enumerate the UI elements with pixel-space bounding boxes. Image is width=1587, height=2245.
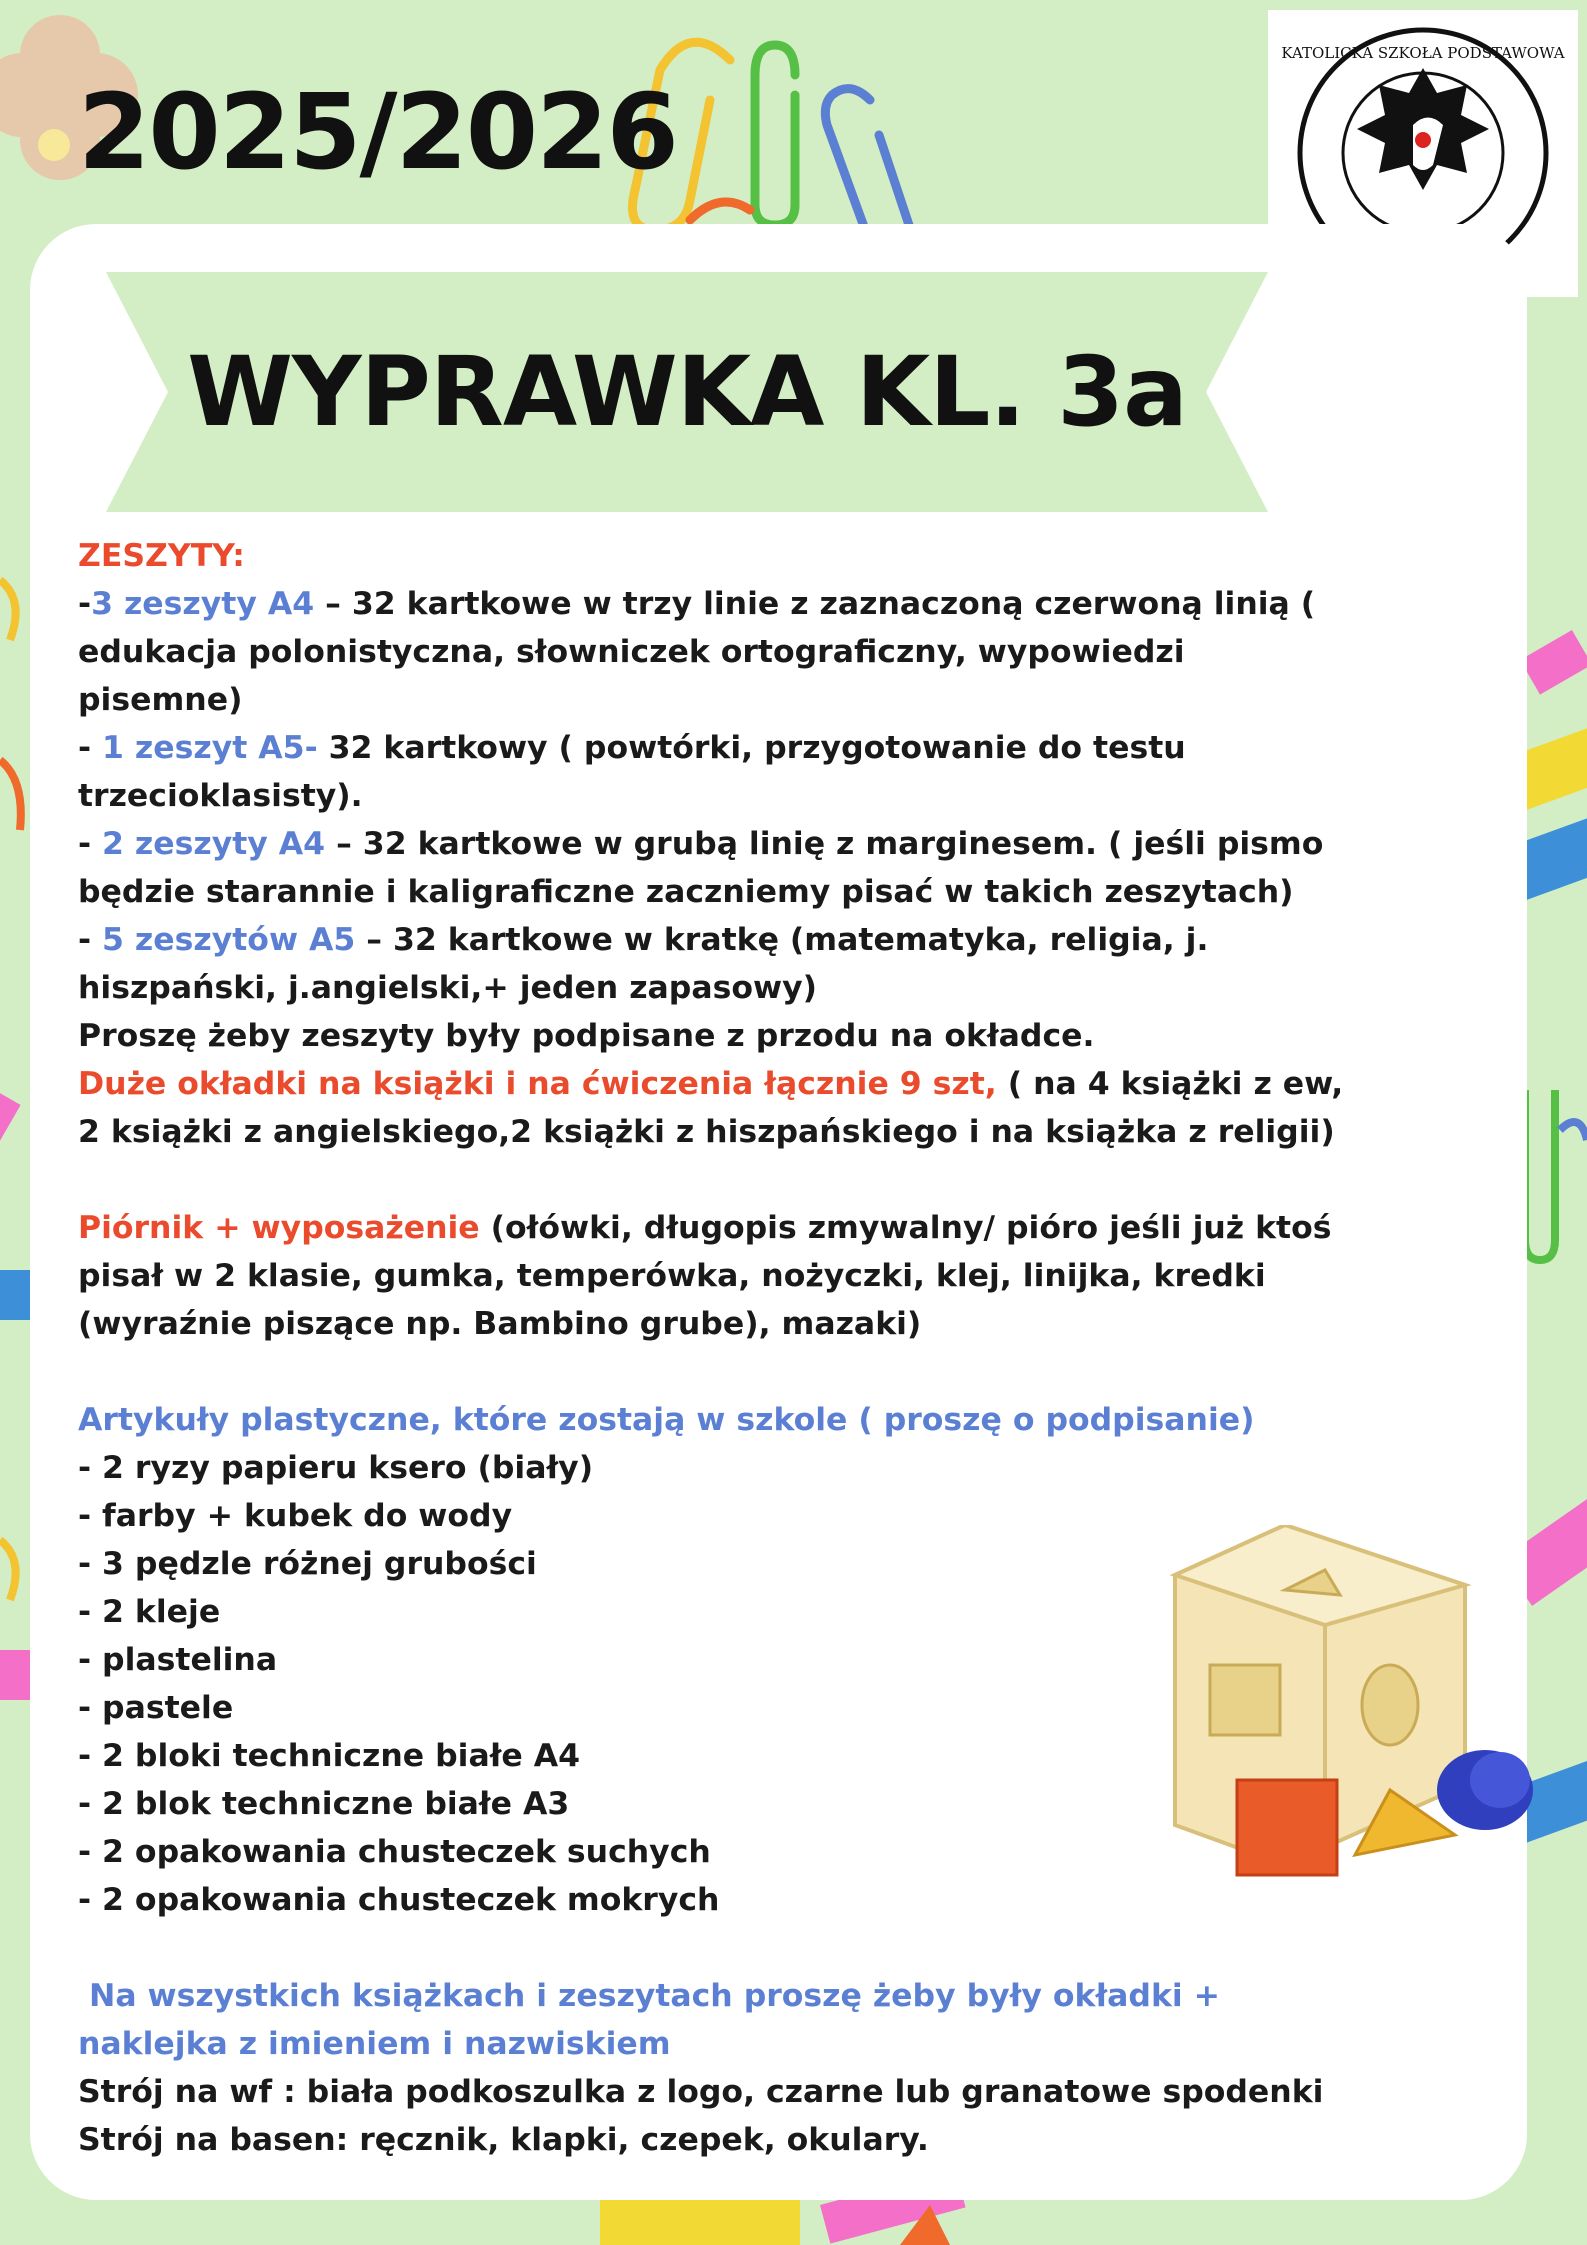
list-item: - pastele: [78, 1690, 234, 1726]
list-item: - 2 opakowania chusteczek mokrych: [78, 1882, 720, 1918]
pool-outfit: Strój na basen: ręcznik, klapki, czepek, okulary.: [78, 2122, 929, 2158]
pencil-case-section: [78, 1204, 1348, 1348]
art-supplies-list: [78, 1444, 1348, 1924]
paperclip-icon: [1525, 1090, 1555, 1260]
paperclip-icon: [1560, 1122, 1587, 1140]
list-item: - farby + kubek do wody: [78, 1498, 513, 1534]
list-item: - 2 kleje: [78, 1594, 221, 1630]
list-item: - 2 zeszyty A4 – 32 kartkowe w grubą linię z marginesem. ( jeśli pismo będzie starannie i kaligraficzne zaczniemy pisać w takich zeszytach): [78, 826, 1324, 910]
list-item: - 1 zeszyt A5- 32 kartkowy ( powtórki, przygotowanie do testu trzecioklasisty).: [78, 730, 1186, 814]
pencil-case-heading: Piórnik + wyposażenie: [78, 1210, 480, 1246]
school-year: 2025/2026: [78, 71, 677, 193]
list-item: - 2 opakowania chusteczek suchych: [78, 1834, 711, 1870]
page-title: WYPRAWKA KL. 3a: [187, 336, 1187, 448]
notebooks-note: Proszę żeby zeszyty były podpisane z przodu na okładce.: [78, 1018, 1095, 1054]
covers-line: Duże okładki na książki i na ćwiczenia łącznie 9 szt, ( na 4 książki z ew, 2 książki z angielskiego,2 książki z hiszpańskiego i na książka z religii): [78, 1066, 1344, 1150]
list-item: - 5 zeszytów A5 – 32 kartkowe w kratkę (matematyka, religia, j. hiszpański, j.angielski,+ jeden zapasowy): [78, 922, 1209, 1006]
pe-outfit: Strój na wf : biała podkoszulka z logo, czarne lub granatowe spodenki: [78, 2074, 1324, 2110]
ruler-icon: [0, 580, 30, 1700]
list-item: - 2 blok techniczne białe A3: [78, 1786, 570, 1822]
list-item: - 3 pędzle różnej grubości: [78, 1546, 537, 1582]
content-body: [78, 532, 1348, 2164]
pencil-case-text: (ołówki, długopis zmywalny/ pióro jeśli już ktoś pisał w 2 klasie, gumka, temperówka, nożyczki, klej, linijka, kredki (wyraźnie piszące np. Bambino grube), mazaki): [78, 1210, 1332, 1342]
art-supplies-heading: Artykuły plastyczne, które zostają w szkole ( proszę o podpisanie): [78, 1402, 1255, 1438]
list-item: -3 zeszyty A4 – 32 kartkowe w trzy linie z zaznaczoną czerwoną linią ( edukacja polonistyczna, słowniczek ortograficzny, wypowiedzi pisemne): [78, 586, 1316, 718]
footer-section: [78, 1972, 1348, 2164]
list-item: - 2 ryzy papieru ksero (biały): [78, 1450, 594, 1486]
notebooks-section: [78, 532, 1348, 1156]
notebooks-heading: ZESZYTY:: [78, 538, 245, 574]
art-supplies-section: [78, 1396, 1348, 1924]
labels-note: Na wszystkich książkach i zeszytach proszę żeby były okładki + naklejka z imieniem i nazwiskiem: [78, 1978, 1232, 2062]
list-item: - 2 bloki techniczne białe A4: [78, 1738, 581, 1774]
svg-text:KATOLICKA SZKOŁA PODSTAWOWA: KATOLICKA SZKOŁA PODSTAWOWA: [1281, 44, 1565, 62]
list-item: - plastelina: [78, 1642, 278, 1678]
